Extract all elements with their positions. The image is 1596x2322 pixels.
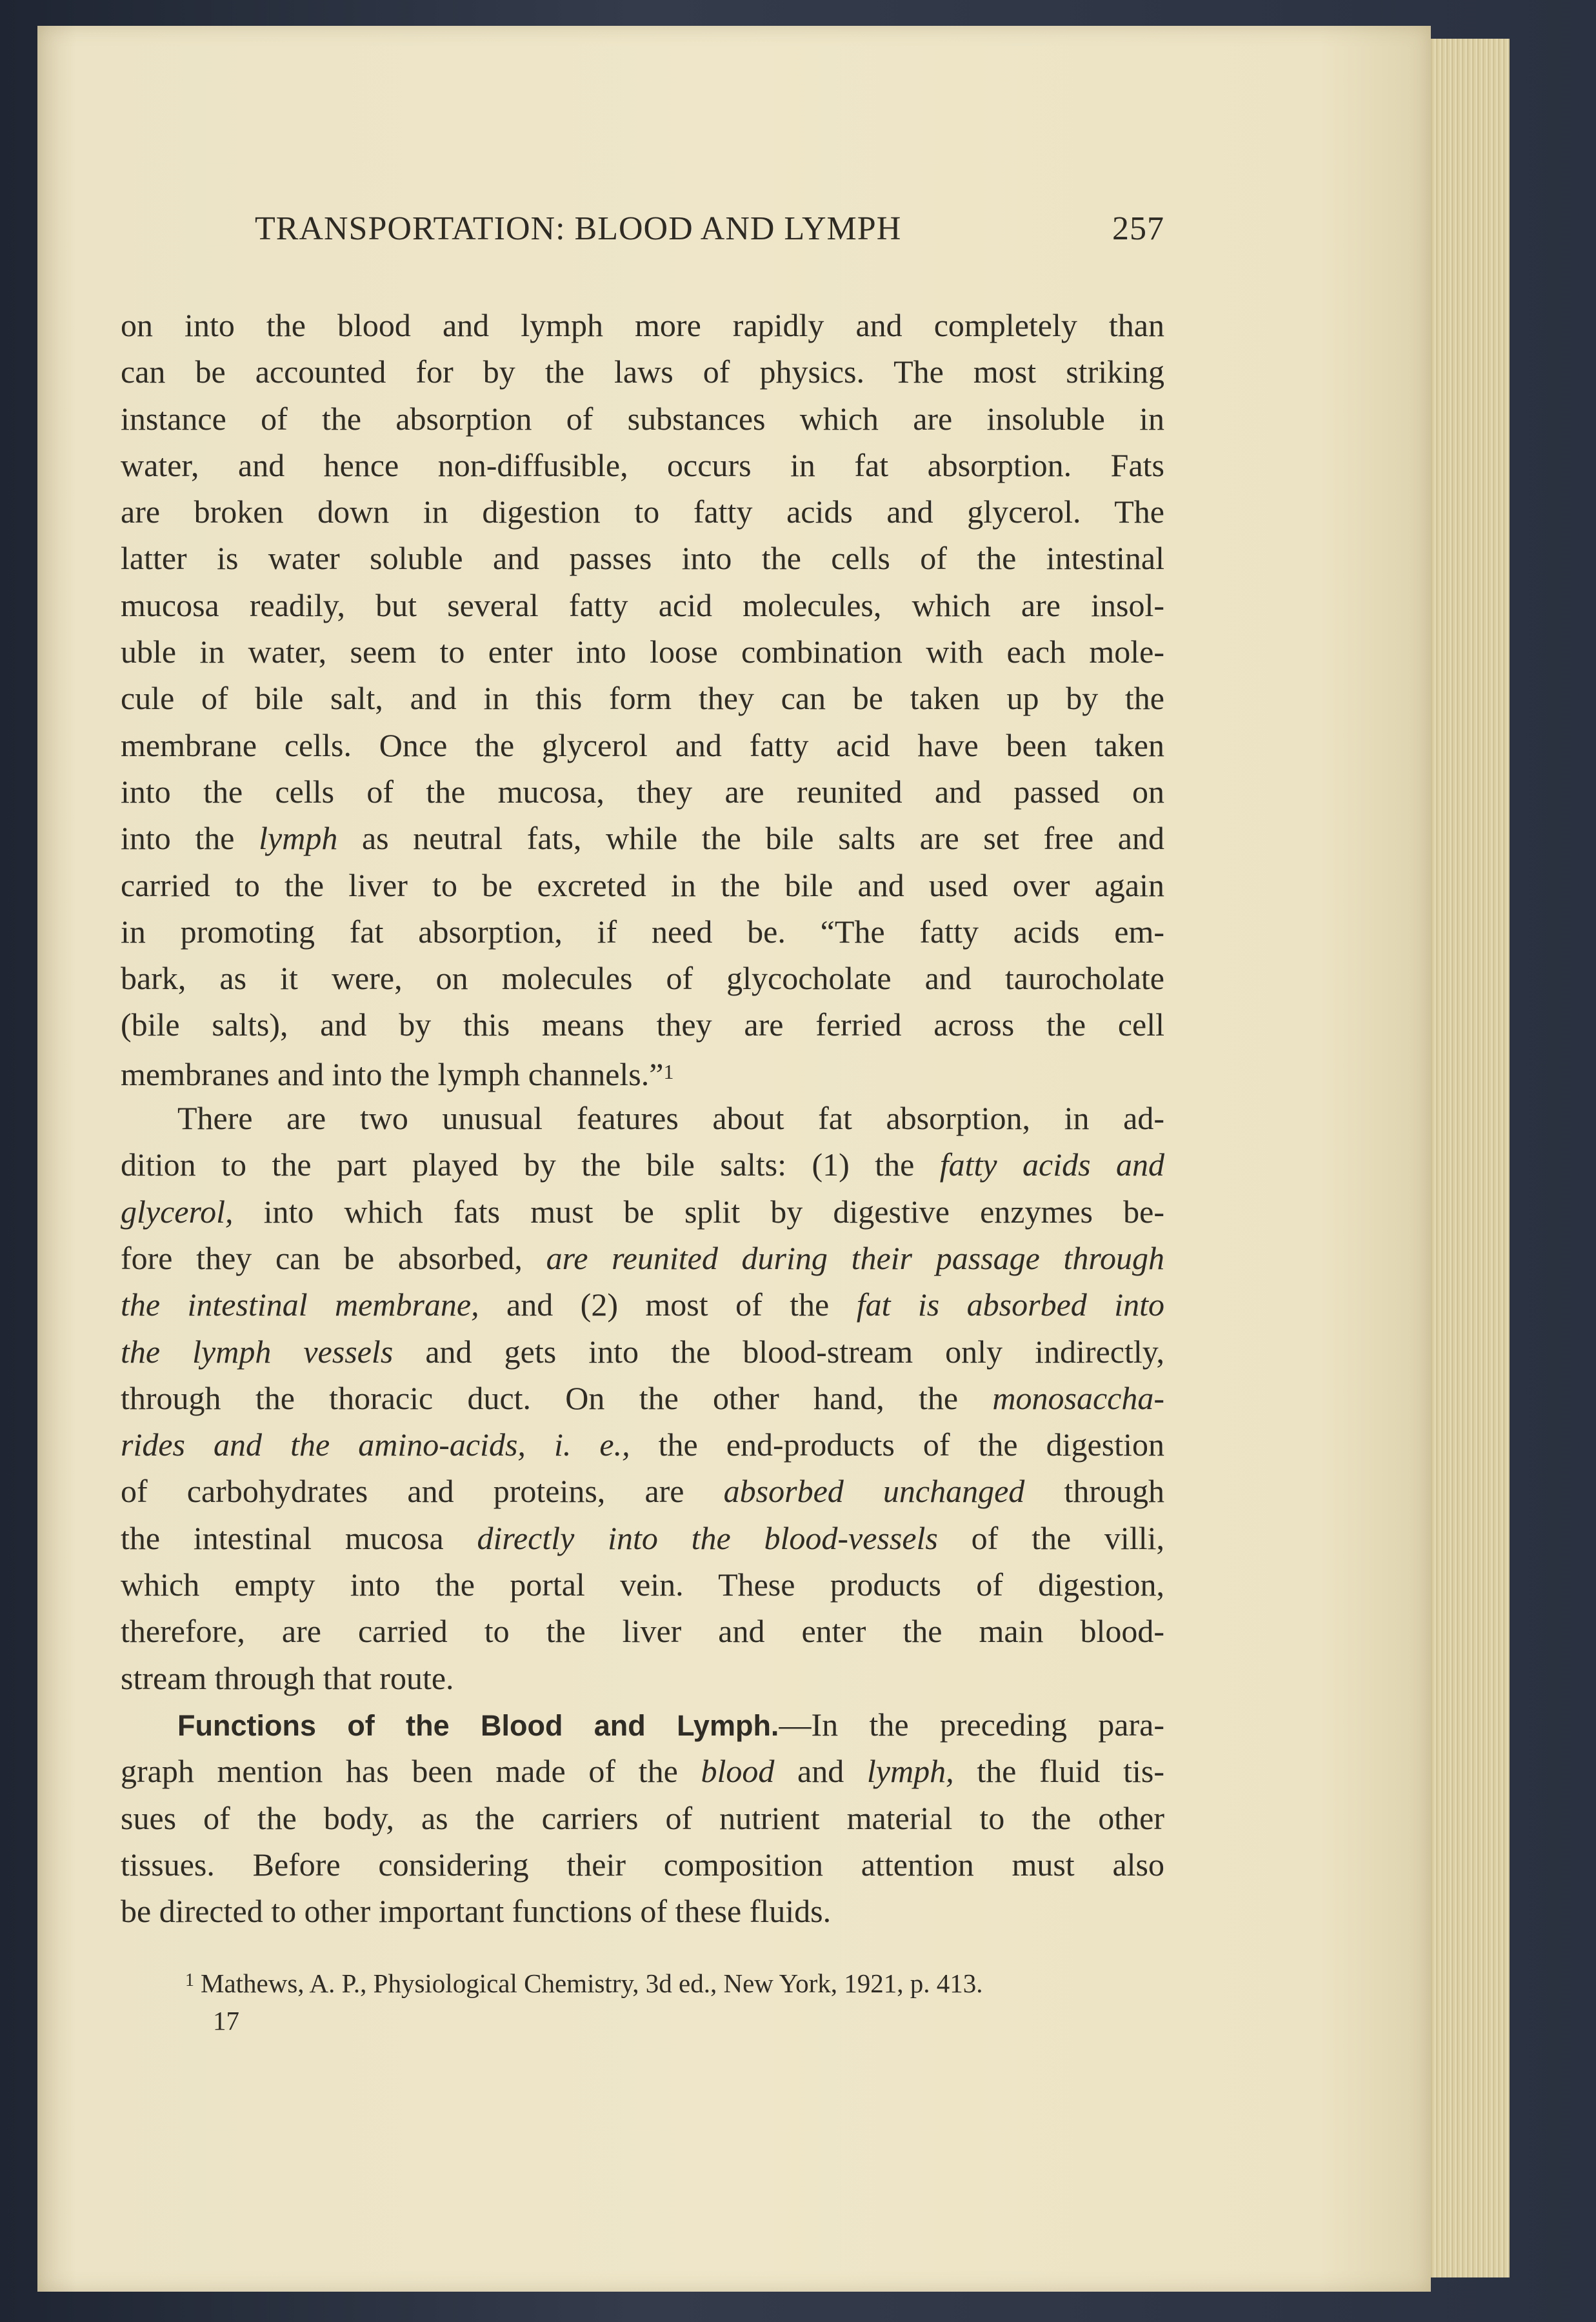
text-segment: through the thoracic duct. On the other hand, the: [121, 1379, 993, 1416]
text-segment: fore they can be absorbed,: [121, 1239, 546, 1276]
text-segment: carried to the liver to be excreted in the bile and used over again: [121, 866, 1164, 903]
footnote: [121, 1961, 1164, 2003]
text-segment: (bile salts), and by this means they are ferried across the cell: [121, 1006, 1164, 1043]
text-line: [121, 1235, 1164, 1281]
text-segment: as neutral fats, while the bile salts are set free and: [337, 820, 1164, 857]
text-line: [121, 1281, 1164, 1328]
text-line: [121, 908, 1164, 955]
text-line: [121, 582, 1164, 628]
text-segment: of the villi,: [937, 1519, 1164, 1556]
text-segment: which empty into the portal vein. These products of digestion,: [121, 1566, 1164, 1603]
text-line: [121, 535, 1164, 581]
text-line: [121, 862, 1164, 908]
running-head: [255, 210, 1164, 261]
text-segment: through: [1024, 1473, 1165, 1510]
text-line: [121, 675, 1164, 721]
italic-text: are reunited during their passage through: [546, 1239, 1164, 1276]
text-line: [121, 488, 1164, 535]
text-line: [121, 395, 1164, 442]
text-line: [121, 442, 1164, 488]
italic-text: the lymph vessels: [121, 1333, 394, 1370]
italic-text: directly into the blood-vessels: [477, 1519, 938, 1556]
text-segment: instance of the absorption of substances which are insoluble in: [121, 400, 1164, 437]
signature-mark: 17: [213, 2006, 239, 2036]
italic-text: the intestinal membrane,: [121, 1286, 479, 1323]
text-line: [121, 1888, 1164, 1934]
italic-text: monosaccha-: [992, 1379, 1164, 1416]
text-segment: graph mention has been made of the: [121, 1753, 701, 1790]
text-line: [121, 302, 1164, 348]
text-segment: water, and hence non-diffusible, occurs in fat absorption. Fats: [121, 446, 1164, 483]
text-segment: bark, as it were, on molecules of glycocholate and taurocholate: [121, 960, 1164, 997]
text-segment: in promoting fat absorption, if need be. “The fatty acids em-: [121, 913, 1164, 950]
italic-text: fat is absorbed into: [856, 1286, 1165, 1323]
text-segment: cule of bile salt, and in this form they can be taken up by the: [121, 680, 1164, 717]
text-line: [121, 1515, 1164, 1561]
text-line: [121, 1095, 1164, 1141]
text-segment: stream through that route.: [121, 1659, 454, 1696]
text-segment: and (2) most of the: [479, 1286, 857, 1323]
text-line: [121, 1795, 1164, 1841]
text-segment: into the: [121, 820, 259, 857]
text-line: [121, 628, 1164, 675]
text-segment: sues of the body, as the carriers of nutrient material to the other: [121, 1799, 1164, 1836]
italic-text: lymph,: [866, 1753, 954, 1790]
text-line: [121, 1608, 1164, 1654]
italic-text: rides and the amino-acids, i. e.,: [121, 1426, 630, 1463]
italic-text: absorbed unchanged: [723, 1473, 1025, 1510]
text-segment: on into the blood and lymph more rapidly and completely than: [121, 307, 1164, 343]
body-text: [121, 302, 1164, 1934]
text-line: [121, 1701, 1164, 1748]
text-line: [121, 1748, 1164, 1794]
text-segment: tissues. Before considering their composition attention must also: [121, 1846, 1164, 1883]
text-segment: into which fats must be split by digestive enzymes be-: [233, 1193, 1164, 1230]
text-segment: of carbohydrates and proteins, are: [121, 1473, 724, 1510]
text-segment: —In the preceding para-: [779, 1706, 1164, 1743]
text-segment: therefore, are carried to the liver and enter the main blood-: [121, 1613, 1164, 1650]
text-line: [121, 1141, 1164, 1188]
italic-text: lymph: [259, 820, 338, 857]
text-segment: There are two unusual features about fat absorption, in ad-: [177, 1100, 1164, 1137]
text-line: [121, 1561, 1164, 1608]
text-line: [121, 1001, 1164, 1048]
text-segment: be directed to other important functions of these fluids.: [121, 1893, 832, 1930]
text-line: [121, 1841, 1164, 1888]
text-segment: latter is water soluble and passes into the cells of the intestinal: [121, 540, 1164, 577]
text-line: [121, 1048, 1164, 1095]
text-line: [121, 815, 1164, 861]
text-line: [121, 1468, 1164, 1514]
text-segment: uble in water, seem to enter into loose combination with each mole-: [121, 634, 1164, 670]
text-segment: the end-products of the digestion: [630, 1426, 1164, 1463]
text-segment: dition to the part played by the bile salts: (1) the: [121, 1146, 940, 1183]
running-head-title: TRANSPORTATION: BLOOD AND LYMPH: [255, 210, 902, 247]
footnote-line: [121, 1961, 1164, 2003]
italic-text: blood: [701, 1753, 775, 1790]
text-line: [121, 1421, 1164, 1468]
text-segment: mucosa readily, but several fatty acid molecules, which are insol-: [121, 586, 1164, 623]
text-line: [121, 955, 1164, 1001]
text-segment: the fluid tis-: [953, 1753, 1164, 1790]
page-number: 257: [1112, 210, 1164, 247]
text-line: [121, 768, 1164, 815]
text-line: [121, 1655, 1164, 1701]
text-line: [121, 348, 1164, 395]
text-segment: are broken down in digestion to fatty acids and glycerol. The: [121, 494, 1164, 530]
footnote-text: Mathews, A. P., Physiological Chemistry, 3d ed., New York, 1921, p. 413.: [201, 1968, 983, 1998]
italic-text: fatty acids and: [939, 1146, 1164, 1183]
text-line: [121, 1375, 1164, 1421]
text-line: [121, 722, 1164, 768]
italic-text: glycerol,: [121, 1193, 234, 1230]
text-segment: membranes and into the lymph channels.”: [121, 1056, 664, 1092]
text-segment: membrane cells. Once the glycerol and fatty acid have been taken: [121, 726, 1164, 763]
text-line: [121, 1328, 1164, 1375]
footnote-mark: 1: [185, 1970, 194, 1990]
text-segment: into the cells of the mucosa, they are reunited and passed on: [121, 773, 1164, 810]
text-line: [121, 1188, 1164, 1235]
text-segment: the intestinal mucosa: [121, 1519, 477, 1556]
footnote-reference: 1: [663, 1059, 674, 1083]
text-segment: and gets into the blood-stream only indirectly,: [393, 1333, 1164, 1370]
text-segment: and: [774, 1753, 867, 1790]
text-segment: can be accounted for by the laws of physics. The most striking: [121, 354, 1164, 390]
section-heading: Functions of the Blood and Lymph.: [177, 1708, 779, 1742]
